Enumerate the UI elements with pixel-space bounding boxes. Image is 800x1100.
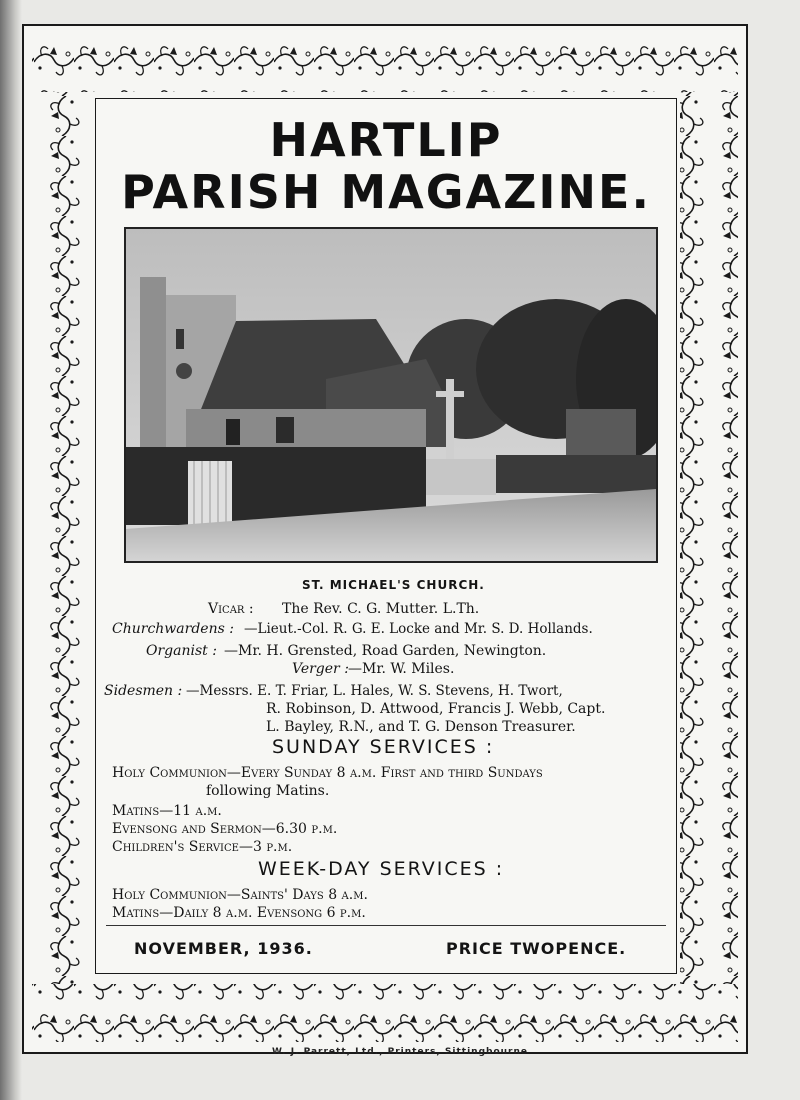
sunday-holy-communion-cont: following Matins. [206, 783, 330, 799]
vicar-name: The Rev. C. G. Mutter. L.Th. [282, 601, 480, 617]
sunday-services-heading: SUNDAY SERVICES : [272, 736, 495, 758]
organist-name: —Mr. H. Grensted, Road Garden, Newington. [224, 643, 547, 659]
issue-date: NOVEMBER, 1936. [134, 939, 313, 958]
footer-rule [106, 925, 666, 926]
churchwardens-names: —Lieut.-Col. R. G. E. Locke and Mr. S. D. Hollands. [244, 621, 593, 637]
magazine-cover [22, 24, 748, 1054]
sidesmen-line-3: L. Bayley, R.N., and T. G. Denson Treasurer. [266, 719, 576, 735]
churchwardens-label: Churchwardens : [112, 621, 234, 637]
church-photograph [124, 227, 658, 563]
church-name: ST. MICHAEL'S CHURCH. [302, 578, 485, 592]
weekday-holy-communion: Holy Communion—Saints' Days 8 a.m. [112, 887, 368, 903]
organist-label: Organist : [146, 643, 217, 659]
printer-imprint: W. J. Parrett, Ltd., Printers, Sittingbourne [271, 1047, 529, 1057]
sidesmen-line-2: R. Robinson, D. Attwood, Francis J. Webb, Capt. [266, 701, 606, 717]
childrens-service: Children's Service—3 p.m. [112, 839, 293, 855]
sidesmen-label: Sidesmen : [104, 683, 183, 699]
weekday-matins: Matins—Daily 8 a.m. Evensong 6 p.m. [112, 905, 366, 921]
vicar-label: Vicar : [208, 601, 254, 617]
verger-label: Verger : [292, 661, 349, 677]
verger-name: —Mr. W. Miles. [348, 661, 455, 677]
masthead-line-1: HARTLIP [269, 113, 503, 167]
masthead-line-2: PARISH MAGAZINE. [121, 165, 651, 219]
sunday-holy-communion: Holy Communion—Every Sunday 8 a.m. First and third Sundays [112, 765, 543, 781]
weekday-services-heading: WEEK-DAY SERVICES : [258, 858, 505, 880]
sunday-matins: Matins—11 a.m. [112, 803, 222, 819]
sunday-evensong: Evensong and Sermon—6.30 p.m. [112, 821, 338, 837]
content-panel [95, 98, 677, 974]
page-edge-shadow [0, 0, 22, 1100]
sidesmen-line-1: —Messrs. E. T. Friar, L. Hales, W. S. Stevens, H. Twort, [186, 683, 563, 699]
price: PRICE TWOPENCE. [446, 939, 627, 958]
